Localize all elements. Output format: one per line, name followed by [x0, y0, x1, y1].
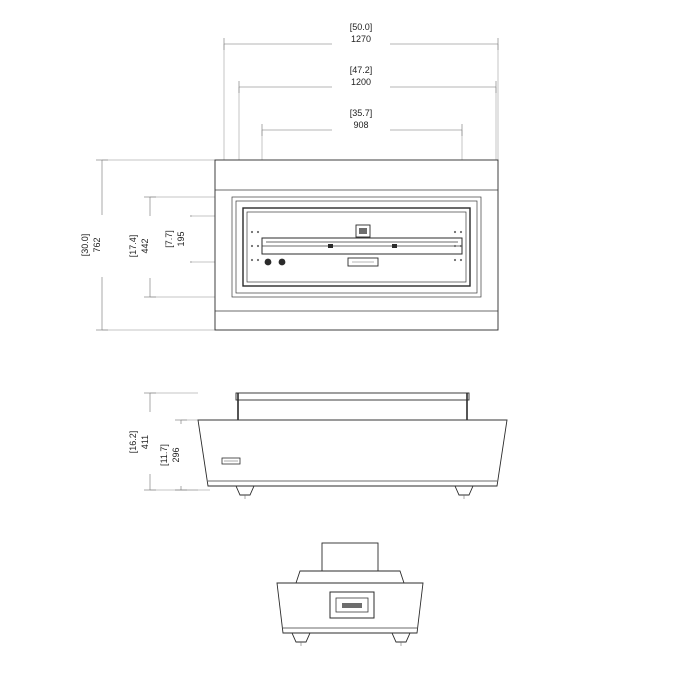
dim-opening-height-imperial: [17.4] [128, 234, 138, 258]
dim-burner-height-imperial: [7.7] [164, 230, 174, 248]
dim-overall-width [224, 21, 498, 160]
dim-overall-height-metric: 762 [92, 237, 102, 253]
end-elevation-view [277, 543, 423, 646]
dim-overall-width-metric: 1270 [350, 34, 372, 44]
dim-side-overall-height-metric: 411 [140, 434, 150, 450]
dim-body-width-metric: 1200 [350, 77, 372, 87]
dim-opening-height-metric: 442 [140, 238, 150, 254]
dim-burner-height-metric: 195 [176, 231, 186, 247]
dim-overall-height-imperial: [30.0] [80, 233, 90, 257]
dim-overall-width-imperial: [50.0] [349, 22, 373, 32]
dim-side-overall-height-imperial: [16.2] [128, 430, 138, 454]
dim-side-body-height-metric: 296 [171, 447, 181, 463]
dim-burner-width-imperial: [35.7] [349, 108, 373, 118]
dim-side-body-height-imperial: [11.7] [159, 444, 169, 466]
front-elevation-view [215, 160, 498, 330]
side-elevation-view [198, 393, 507, 499]
dim-body-width-imperial: [47.2] [349, 65, 373, 75]
dim-burner-width-metric: 908 [353, 120, 369, 130]
